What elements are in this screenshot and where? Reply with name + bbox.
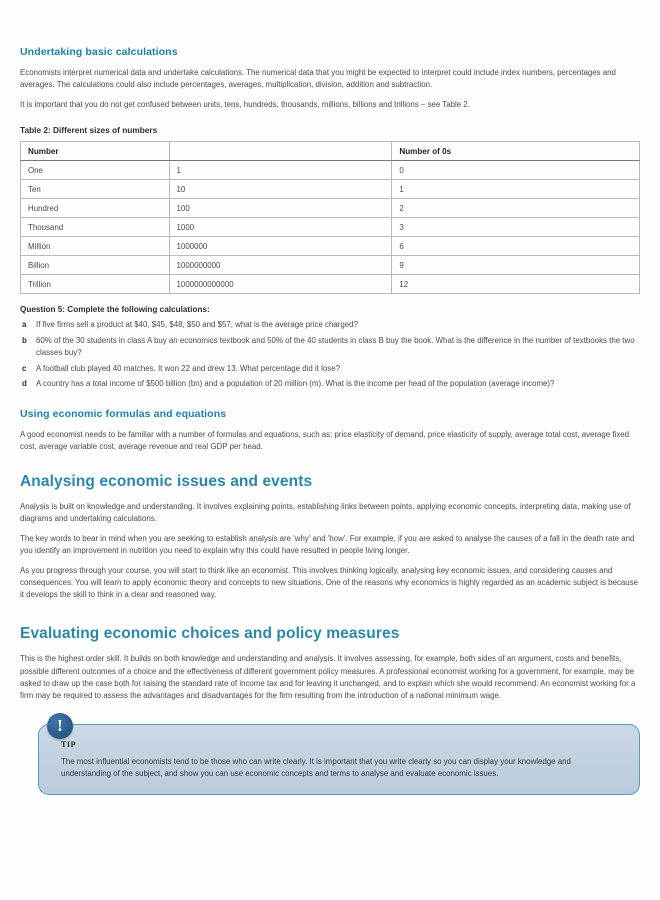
section-question-5 — [20, 305, 640, 390]
cell-name: Ten — [21, 180, 170, 199]
table-header-number-of-zeros: Number of 0s — [392, 142, 640, 161]
table-header-number: Number — [21, 142, 170, 161]
question-title: Question 5: Complete the following calculations: — [20, 305, 210, 315]
cell-value: 10 — [169, 180, 392, 199]
table-row — [21, 180, 640, 199]
list-item-marker: b — [22, 335, 27, 345]
cell-zeros: 2 — [392, 199, 640, 218]
table-row — [21, 161, 640, 180]
cell-name: Thousand — [21, 218, 170, 237]
cell-name: Hundred — [21, 199, 170, 218]
question-list — [20, 319, 640, 390]
table-row — [21, 218, 640, 237]
cell-zeros: 6 — [392, 237, 640, 256]
list-item-marker: a — [22, 320, 27, 330]
section-evaluating — [20, 625, 640, 701]
table-row — [21, 256, 640, 275]
cell-value: 1000000000000 — [169, 275, 392, 294]
section-analysing — [20, 473, 640, 601]
paragraph-evaluating-1: This is the highest order skill. It builds on both knowledge and understanding and analysis. It involves assessing, for example, both sides of an argument, costs and benefits, possible different outcomes of a choice and the effectiveness of different government policy measures. A professional economist working for a government, for example, may be asked to draw up the case both for raising the standard rate of income tax and for leaving it unchanged, and to explain which she would recommend. An economist working for a firm may be required to assess the advantages and disadvantages for the firm resulting from the introduction of a national minimum wage. — [20, 654, 636, 700]
list-item-text: If five firms sell a product at $40, $45, $48, $50 and $57, what is the average price charged? — [36, 320, 358, 330]
cell-value: 1000 — [169, 218, 392, 237]
tip-text: The most influential economists tend to be those who can write clearly. It is important that you write clearly so you can display your knowledge and understanding of the subject, and show you can use economic concepts and terms to analyse and evaluate economic issues. — [61, 756, 571, 778]
list-item-marker: d — [22, 379, 27, 389]
exclamation-icon — [47, 713, 73, 739]
paragraph-formulas-1: A good economist needs to be familiar with a number of formulas and equations, such as: price elasticity of demand, price elasticity of supply, average total cost, average fixed cost, average variable cost, average revenue and real GDP per head. — [20, 430, 630, 452]
heading-undertaking-basic-calculations: Undertaking basic calculations — [20, 46, 178, 58]
cell-zeros: 9 — [392, 256, 640, 275]
cell-value: 1000000000 — [169, 256, 392, 275]
list-item-text: A country has a total income of $500 billion (bn) and a population of 20 million (m). What is the income per head of the population (average income)? — [36, 379, 555, 389]
heading-using-economic-formulas: Using economic formulas and equations — [20, 408, 227, 421]
cell-zeros: 12 — [392, 275, 640, 294]
tip-box-wrapper — [20, 715, 640, 796]
list-item — [20, 335, 640, 359]
section-formulas — [20, 408, 640, 453]
table-row — [21, 275, 640, 294]
table-row — [21, 199, 640, 218]
list-item-text: A football club played 40 matches. It won 22 and drew 13. What percentage did it lose? — [36, 363, 340, 373]
table-header-row — [21, 142, 640, 161]
list-item — [20, 319, 640, 331]
cell-zeros: 0 — [392, 161, 640, 180]
cell-name: Billion — [21, 256, 170, 275]
table-row — [21, 237, 640, 256]
cell-zeros: 3 — [392, 218, 640, 237]
list-item — [20, 378, 640, 390]
paragraph-analysing-3: As you progress through your course, you will start to think like an economist. This involves thinking logically, analysing key economic issues, and considering causes and consequences. You will learn to apply economic theory and concepts to new situations. One of the reasons why economics is highly regarded as an academic subject is because it develops the skill to think in a clear and reasoned way. — [20, 566, 639, 600]
paragraph-basic-calculations-1: Economists interpret numerical data and undertake calculations. The numerical data that you might be expected to interpret could include index numbers, percentages and averages. The calculations could also include percentages, averages, multiplication, division, addition and subtraction. — [20, 68, 616, 90]
paragraph-analysing-1: Analysis is built on knowledge and understanding. It involves explaining points, establishing links between points, applying economic concepts, interpreting data, making use of diagrams and undertaking calculations. — [20, 502, 631, 524]
cell-name: Trillion — [21, 275, 170, 294]
paragraph-analysing-2: The key words to bear in mind when you are seeking to establish analysis are 'why' and 'how'. For example, if you are asked to analyse the causes of a fall in the death rate and you identify an improvement in nutrition you need to explain why this could have resulted in people living longer. — [20, 534, 635, 556]
list-item-marker: c — [22, 363, 27, 373]
cell-value: 1000000 — [169, 237, 392, 256]
paragraph-basic-calculations-2: It is important that you do not get confused between units, tens, hundreds, thousands, millions, billions and trillions – see Table 2. — [20, 100, 470, 110]
cell-value: 100 — [169, 199, 392, 218]
table-caption: Table 2: Different sizes of numbers — [20, 125, 158, 136]
cell-name: One — [21, 161, 170, 180]
cell-zeros: 1 — [392, 180, 640, 199]
table-different-sizes-of-numbers — [20, 141, 640, 294]
tip-label: TIP — [61, 739, 76, 749]
section-basic-calculations — [20, 46, 640, 111]
list-item-text: 60% of the 30 students in class A buy an economics textbook and 50% of the 40 students in class B buy the book. What is the difference in the number of textbooks the two classes buy? — [36, 335, 635, 357]
cell-name: Million — [21, 237, 170, 256]
tip-box — [38, 715, 640, 796]
exclamation-glyph: ! — [57, 715, 63, 735]
cell-value: 1 — [169, 161, 392, 180]
heading-evaluating-economic-choices: Evaluating economic choices and policy measures — [20, 625, 400, 643]
heading-analysing-economic-issues: Analysing economic issues and events — [20, 473, 313, 491]
list-item — [20, 363, 640, 375]
table-header-blank — [169, 142, 392, 161]
